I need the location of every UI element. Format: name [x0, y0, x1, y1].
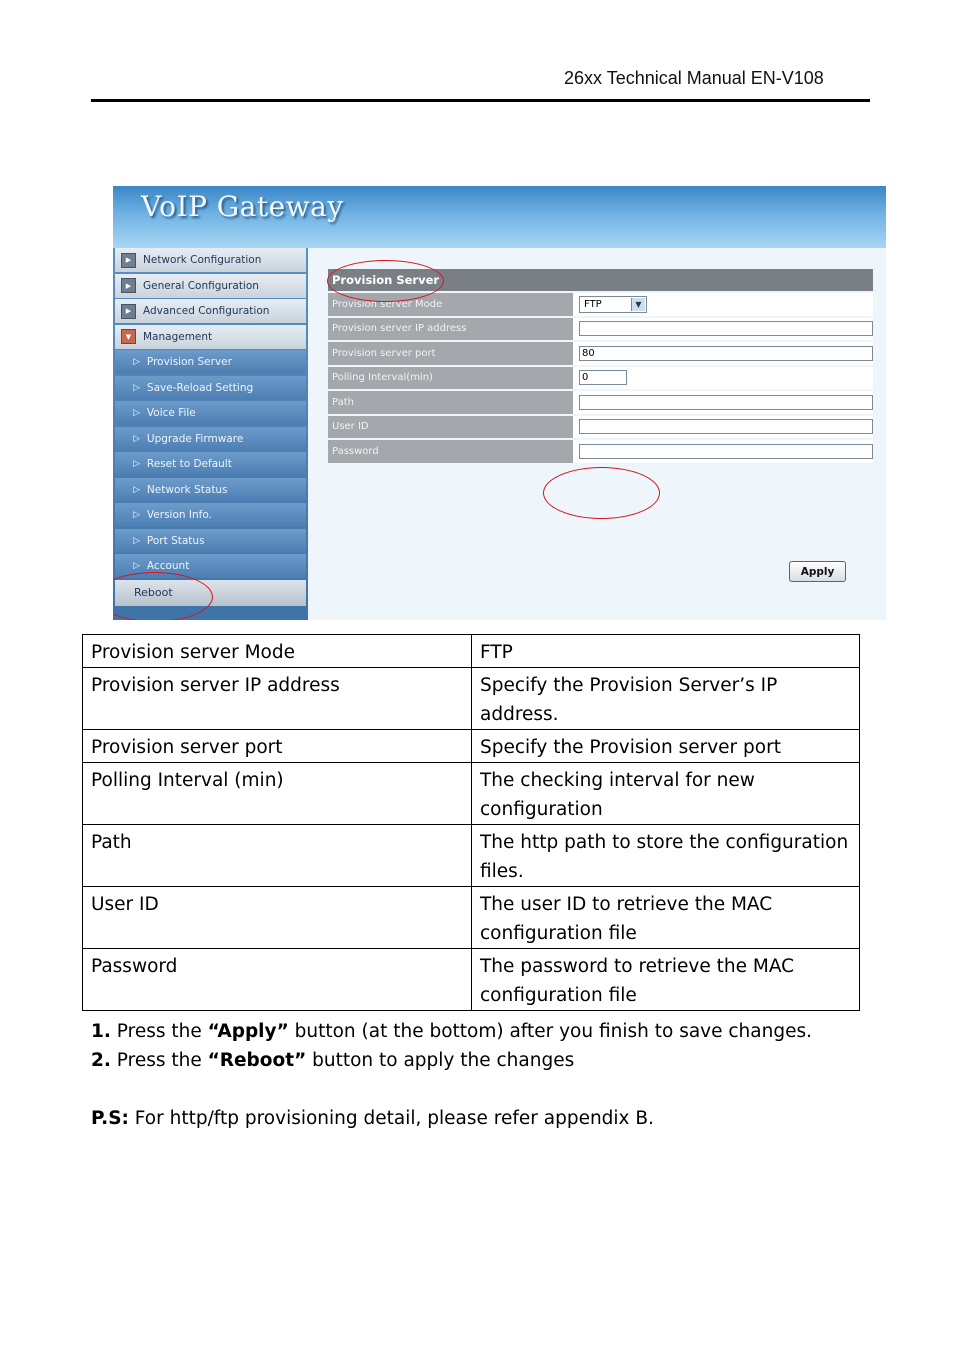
- field-description-table: [82, 634, 860, 1011]
- sidebar-item-label: Upgrade Firmware: [146, 432, 244, 445]
- sidebar-item-save-reload-setting[interactable]: [115, 376, 306, 400]
- ps-note: [91, 1104, 654, 1133]
- table-cell-name: User ID: [83, 887, 472, 949]
- sidebar-item-port-status[interactable]: [115, 529, 306, 553]
- expand-arrow-icon: ▶: [121, 253, 136, 268]
- field-row-user-id: [328, 416, 873, 439]
- triangle-right-icon: ▷: [133, 382, 140, 393]
- table-cell-desc: FTP: [472, 635, 860, 668]
- provision-ip-input[interactable]: [579, 321, 873, 336]
- sidebar-item-label: Port Status: [146, 534, 205, 547]
- table-cell-desc: The http path to store the configuration files.: [472, 825, 860, 887]
- table-row: [83, 949, 860, 1011]
- sidebar-item-label: Version Info.: [146, 509, 212, 521]
- sidebar-item-network-configuration[interactable]: [115, 248, 306, 272]
- expand-arrow-icon: ▶: [121, 278, 136, 293]
- triangle-right-icon: ▷: [133, 535, 140, 546]
- apply-button[interactable]: Apply: [789, 561, 846, 582]
- table-cell-name: Password: [83, 949, 472, 1011]
- triangle-right-icon: ▷: [133, 561, 140, 571]
- table-row: [83, 635, 860, 668]
- field-label: Provision server Mode: [328, 293, 573, 316]
- sidebar: [113, 248, 308, 620]
- sidebar-item-label: Account: [146, 560, 190, 572]
- sidebar-item-reboot[interactable]: [115, 580, 306, 606]
- sidebar-item-advanced-configuration[interactable]: [115, 299, 306, 323]
- table-cell-desc: The user ID to retrieve the MAC configuration file: [472, 887, 860, 949]
- sidebar-item-general-configuration[interactable]: [115, 274, 306, 298]
- user-id-input[interactable]: [579, 419, 873, 434]
- table-row: [83, 825, 860, 887]
- expand-arrow-icon: ▶: [121, 304, 136, 319]
- table-row: [83, 763, 860, 825]
- highlight-ellipse-apply: [543, 467, 660, 519]
- field-label: Provision server port: [328, 342, 573, 365]
- instruction-list: [91, 1017, 812, 1075]
- header-rule: [91, 99, 870, 102]
- step-number: 1.: [91, 1021, 111, 1042]
- field-label: Path: [328, 391, 573, 414]
- sidebar-item-label: Save-Reload Setting: [146, 381, 254, 394]
- instruction-step-2: [91, 1046, 812, 1075]
- field-label: Polling Interval(min): [328, 367, 573, 390]
- step-emphasis: “Reboot”: [207, 1050, 307, 1071]
- field-cell: [573, 293, 873, 316]
- table-cell-name: Polling Interval (min): [83, 763, 472, 825]
- field-label: Password: [328, 440, 573, 463]
- instruction-step-1: [91, 1017, 812, 1046]
- sidebar-item-label: Reboot: [134, 586, 173, 599]
- triangle-right-icon: ▷: [133, 510, 140, 520]
- table-row: [83, 887, 860, 949]
- step-emphasis: “Apply”: [207, 1021, 289, 1042]
- field-row-path: [328, 391, 873, 414]
- table-cell-name: Provision server Mode: [83, 635, 472, 668]
- sidebar-item-network-status[interactable]: [115, 478, 306, 502]
- path-input[interactable]: [579, 395, 873, 410]
- table-cell-desc: The checking interval for new configuration: [472, 763, 860, 825]
- sidebar-item-label: Network Status: [146, 483, 228, 496]
- field-row-mode: [328, 293, 873, 316]
- provision-server-panel: [328, 269, 873, 578]
- field-cell: [573, 342, 873, 365]
- field-cell: [573, 440, 873, 463]
- field-label: User ID: [328, 416, 573, 439]
- step-text: Press the: [110, 1050, 208, 1071]
- sidebar-item-version-info[interactable]: [115, 503, 306, 527]
- table-cell-desc: Specify the Provision Server’s IP address.: [472, 668, 860, 730]
- chevron-down-icon: ▼: [631, 298, 645, 311]
- password-input[interactable]: [579, 444, 873, 459]
- provision-mode-select[interactable]: [579, 296, 647, 313]
- triangle-right-icon: ▷: [133, 433, 140, 444]
- ps-text: For http/ftp provisioning detail, please refer appendix B.: [128, 1108, 654, 1129]
- sidebar-item-provision-server[interactable]: [115, 350, 306, 374]
- triangle-right-icon: ▷: [133, 484, 140, 495]
- sidebar-item-label: Advanced Configuration: [143, 305, 270, 317]
- field-row-password: [328, 440, 873, 463]
- provision-port-input[interactable]: 80: [579, 346, 873, 361]
- gateway-screenshot: [113, 186, 886, 620]
- sidebar-item-label: General Configuration: [143, 279, 259, 292]
- field-cell: [573, 391, 873, 414]
- banner-title: VoIP Gateway: [141, 190, 344, 223]
- expand-arrow-icon: ▼: [121, 329, 136, 344]
- step-text: button (at the bottom) after you finish to save changes.: [288, 1021, 812, 1042]
- sidebar-item-account[interactable]: [115, 554, 306, 578]
- sidebar-item-label: Voice File: [146, 407, 196, 419]
- polling-interval-input[interactable]: 0: [579, 370, 627, 385]
- panel-title: Provision Server: [328, 269, 873, 291]
- step-text: button to apply the changes: [306, 1050, 575, 1071]
- step-text: Press the: [110, 1021, 208, 1042]
- triangle-right-icon: ▷: [133, 357, 140, 367]
- field-cell: [573, 367, 873, 390]
- field-row-polling: [328, 367, 873, 390]
- banner: [113, 186, 886, 248]
- table-row: [83, 668, 860, 730]
- triangle-right-icon: ▷: [133, 408, 140, 418]
- table-cell-desc: The password to retrieve the MAC configuration file: [472, 949, 860, 1011]
- field-cell: [573, 318, 873, 341]
- doc-header: 26xx Technical Manual EN-V108: [564, 68, 824, 88]
- sidebar-item-label: Network Configuration: [143, 254, 262, 266]
- sidebar-item-voice-file[interactable]: [115, 401, 306, 425]
- table-cell-name: Provision server IP address: [83, 668, 472, 730]
- sidebar-item-management[interactable]: [115, 325, 306, 349]
- ps-label: P.S:: [91, 1108, 129, 1129]
- table-cell-desc: Specify the Provision server port: [472, 730, 860, 763]
- field-cell: [573, 416, 873, 439]
- field-label: Provision server IP address: [328, 318, 573, 341]
- sidebar-item-label: Management: [143, 330, 213, 343]
- step-number: 2.: [91, 1050, 111, 1071]
- field-row-ip: [328, 318, 873, 341]
- sidebar-menu: [115, 248, 306, 606]
- field-row-port: [328, 342, 873, 365]
- triangle-right-icon: ▷: [133, 459, 140, 469]
- table-cell-name: Path: [83, 825, 472, 887]
- table-cell-name: Provision server port: [83, 730, 472, 763]
- sidebar-item-reset-to-default[interactable]: [115, 452, 306, 476]
- sidebar-item-upgrade-firmware[interactable]: [115, 427, 306, 451]
- table-row: [83, 730, 860, 763]
- sidebar-item-label: Reset to Default: [146, 458, 232, 470]
- select-value: FTP: [584, 298, 602, 310]
- sidebar-item-label: Provision Server: [146, 356, 232, 368]
